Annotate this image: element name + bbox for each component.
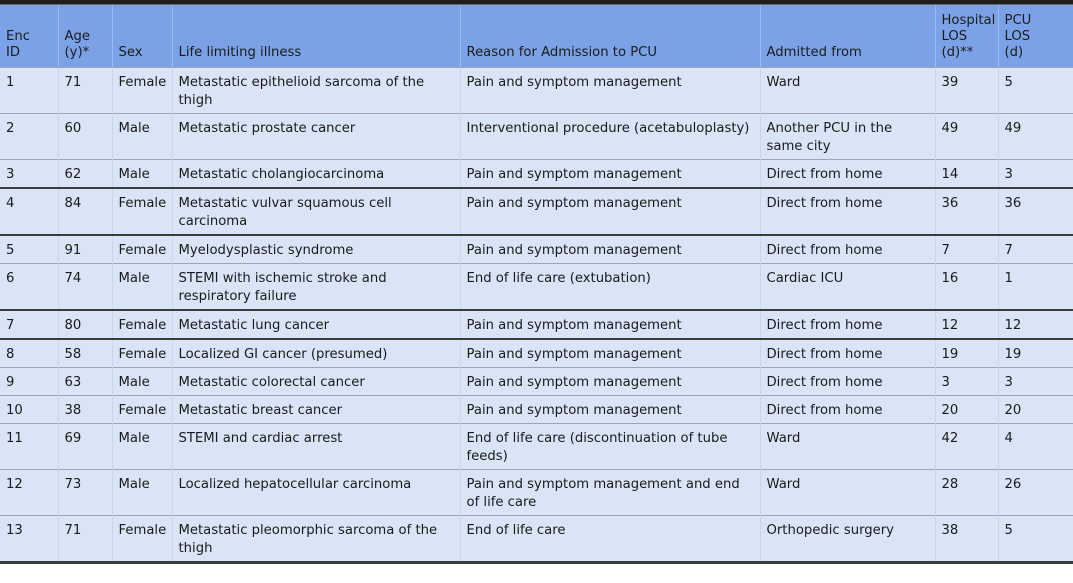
table-row <box>0 264 1073 311</box>
cell-hospital-los: 3 <box>935 368 998 396</box>
column-header-enc-id <box>0 5 58 68</box>
cell-age: 60 <box>58 114 112 160</box>
table-row <box>0 188 1073 235</box>
table-row <box>0 368 1073 396</box>
column-header-reason <box>460 5 760 68</box>
column-header-label-line: Hospital <box>941 13 996 28</box>
table-row <box>0 68 1073 114</box>
cell-sex: Male <box>112 368 172 396</box>
cell-illness: Metastatic vulvar squamous cell carcinoma <box>172 188 460 235</box>
column-header-label-line: Life limiting illness <box>178 45 302 60</box>
cell-pcu-los: 36 <box>998 188 1073 235</box>
cell-illness: Metastatic colorectal cancer <box>172 368 460 396</box>
cell-enc-id: 11 <box>0 424 58 470</box>
cell-sex: Male <box>112 264 172 311</box>
cell-admitted-from: Direct from home <box>760 396 935 424</box>
cell-enc-id: 3 <box>0 160 58 189</box>
cell-age: 71 <box>58 68 112 114</box>
column-header-pcu-los <box>998 5 1073 68</box>
cell-hospital-los: 39 <box>935 68 998 114</box>
cell-sex: Female <box>112 396 172 424</box>
column-header-label-line: Age <box>64 29 91 44</box>
column-header-label-line: ID <box>6 45 21 60</box>
cell-enc-id: 12 <box>0 470 58 516</box>
column-header-label-line: Sex <box>118 45 143 60</box>
cell-reason: Pain and symptom management <box>460 68 760 114</box>
cell-pcu-los: 49 <box>998 114 1073 160</box>
table-row <box>0 235 1073 264</box>
column-header-admitted-from <box>760 5 935 68</box>
column-header-hospital-los <box>935 5 998 68</box>
cell-hospital-los: 20 <box>935 396 998 424</box>
cell-pcu-los: 19 <box>998 339 1073 368</box>
cell-reason: Pain and symptom management <box>460 396 760 424</box>
cell-enc-id: 10 <box>0 396 58 424</box>
column-header-label-line: Reason for Admission to PCU <box>466 45 658 60</box>
cell-age: 38 <box>58 396 112 424</box>
column-header-illness <box>172 5 460 68</box>
cell-illness: Myelodysplastic syndrome <box>172 235 460 264</box>
table-row <box>0 160 1073 189</box>
cell-sex: Male <box>112 114 172 160</box>
cell-illness: Localized hepatocellular carcinoma <box>172 470 460 516</box>
cell-hospital-los: 19 <box>935 339 998 368</box>
cell-illness: Localized GI cancer (presumed) <box>172 339 460 368</box>
cell-sex: Female <box>112 516 172 562</box>
cell-age: 91 <box>58 235 112 264</box>
cell-reason: End of life care <box>460 516 760 562</box>
table-row <box>0 516 1073 562</box>
cell-admitted-from: Direct from home <box>760 235 935 264</box>
column-header-label-line: Enc <box>6 29 30 44</box>
column-header-label-line: LOS <box>941 29 968 44</box>
cell-admitted-from: Orthopedic surgery <box>760 516 935 562</box>
cell-pcu-los: 7 <box>998 235 1073 264</box>
cell-pcu-los: 5 <box>998 68 1073 114</box>
cell-illness: Metastatic breast cancer <box>172 396 460 424</box>
cell-illness: STEMI with ischemic stroke and respiratory failure <box>172 264 460 311</box>
cell-sex: Female <box>112 310 172 339</box>
cell-reason: Pain and symptom management <box>460 235 760 264</box>
cell-admitted-from: Direct from home <box>760 188 935 235</box>
table-row <box>0 114 1073 160</box>
cell-enc-id: 8 <box>0 339 58 368</box>
cell-age: 62 <box>58 160 112 189</box>
cell-admitted-from: Direct from home <box>760 310 935 339</box>
cell-hospital-los: 12 <box>935 310 998 339</box>
column-header-label-line: (d)** <box>941 45 974 60</box>
cell-enc-id: 5 <box>0 235 58 264</box>
patient-encounters-table <box>0 5 1073 561</box>
cell-enc-id: 2 <box>0 114 58 160</box>
cell-sex: Female <box>112 339 172 368</box>
cell-reason: Pain and symptom management <box>460 188 760 235</box>
cell-age: 80 <box>58 310 112 339</box>
cell-sex: Male <box>112 470 172 516</box>
cell-reason: Pain and symptom management <box>460 310 760 339</box>
cell-enc-id: 6 <box>0 264 58 311</box>
table-row <box>0 310 1073 339</box>
cell-pcu-los: 3 <box>998 368 1073 396</box>
cell-reason: Pain and symptom management and end of life care <box>460 470 760 516</box>
cell-pcu-los: 26 <box>998 470 1073 516</box>
cell-age: 58 <box>58 339 112 368</box>
cell-admitted-from: Direct from home <box>760 160 935 189</box>
table-row <box>0 339 1073 368</box>
table-header-row <box>0 5 1073 68</box>
cell-hospital-los: 38 <box>935 516 998 562</box>
cell-illness: Metastatic lung cancer <box>172 310 460 339</box>
cell-reason: Interventional procedure (acetabuloplasty) <box>460 114 760 160</box>
cell-reason: End of life care (extubation) <box>460 264 760 311</box>
cell-reason: Pain and symptom management <box>460 160 760 189</box>
cell-hospital-los: 16 <box>935 264 998 311</box>
column-header-age <box>58 5 112 68</box>
cell-age: 63 <box>58 368 112 396</box>
cell-admitted-from: Direct from home <box>760 368 935 396</box>
cell-admitted-from: Ward <box>760 68 935 114</box>
cell-enc-id: 1 <box>0 68 58 114</box>
cell-pcu-los: 4 <box>998 424 1073 470</box>
column-header-label-line: LOS <box>1004 29 1031 44</box>
column-header-label-line: Admitted from <box>766 45 862 60</box>
cell-illness: STEMI and cardiac arrest <box>172 424 460 470</box>
cell-hospital-los: 7 <box>935 235 998 264</box>
cell-pcu-los: 12 <box>998 310 1073 339</box>
column-header-label-line: (d) <box>1004 45 1024 60</box>
table-row <box>0 424 1073 470</box>
cell-admitted-from: Direct from home <box>760 339 935 368</box>
table-bottom-rule <box>0 561 1073 564</box>
cell-admitted-from: Cardiac ICU <box>760 264 935 311</box>
cell-age: 69 <box>58 424 112 470</box>
column-header-label-line: PCU <box>1004 13 1032 28</box>
cell-enc-id: 4 <box>0 188 58 235</box>
column-header-label-line: (y)* <box>64 45 90 60</box>
cell-hospital-los: 42 <box>935 424 998 470</box>
cell-sex: Male <box>112 160 172 189</box>
cell-illness: Metastatic prostate cancer <box>172 114 460 160</box>
cell-pcu-los: 1 <box>998 264 1073 311</box>
cell-age: 74 <box>58 264 112 311</box>
cell-reason: Pain and symptom management <box>460 368 760 396</box>
cell-enc-id: 9 <box>0 368 58 396</box>
cell-sex: Female <box>112 68 172 114</box>
cell-sex: Female <box>112 235 172 264</box>
table-row <box>0 470 1073 516</box>
cell-illness: Metastatic epithelioid sarcoma of the thigh <box>172 68 460 114</box>
cell-illness: Metastatic pleomorphic sarcoma of the thigh <box>172 516 460 562</box>
cell-enc-id: 13 <box>0 516 58 562</box>
cell-pcu-los: 3 <box>998 160 1073 189</box>
cell-hospital-los: 36 <box>935 188 998 235</box>
cell-hospital-los: 14 <box>935 160 998 189</box>
cell-reason: Pain and symptom management <box>460 339 760 368</box>
cell-sex: Female <box>112 188 172 235</box>
cell-admitted-from: Another PCU in the same city <box>760 114 935 160</box>
cell-pcu-los: 5 <box>998 516 1073 562</box>
cell-enc-id: 7 <box>0 310 58 339</box>
table-body <box>0 68 1073 562</box>
table-row <box>0 396 1073 424</box>
column-header-sex <box>112 5 172 68</box>
cell-hospital-los: 28 <box>935 470 998 516</box>
cell-admitted-from: Ward <box>760 470 935 516</box>
cell-age: 71 <box>58 516 112 562</box>
cell-pcu-los: 20 <box>998 396 1073 424</box>
cell-hospital-los: 49 <box>935 114 998 160</box>
cell-sex: Male <box>112 424 172 470</box>
cell-illness: Metastatic cholangiocarcinoma <box>172 160 460 189</box>
cell-admitted-from: Ward <box>760 424 935 470</box>
cell-age: 84 <box>58 188 112 235</box>
cell-age: 73 <box>58 470 112 516</box>
cell-reason: End of life care (discontinuation of tube feeds) <box>460 424 760 470</box>
